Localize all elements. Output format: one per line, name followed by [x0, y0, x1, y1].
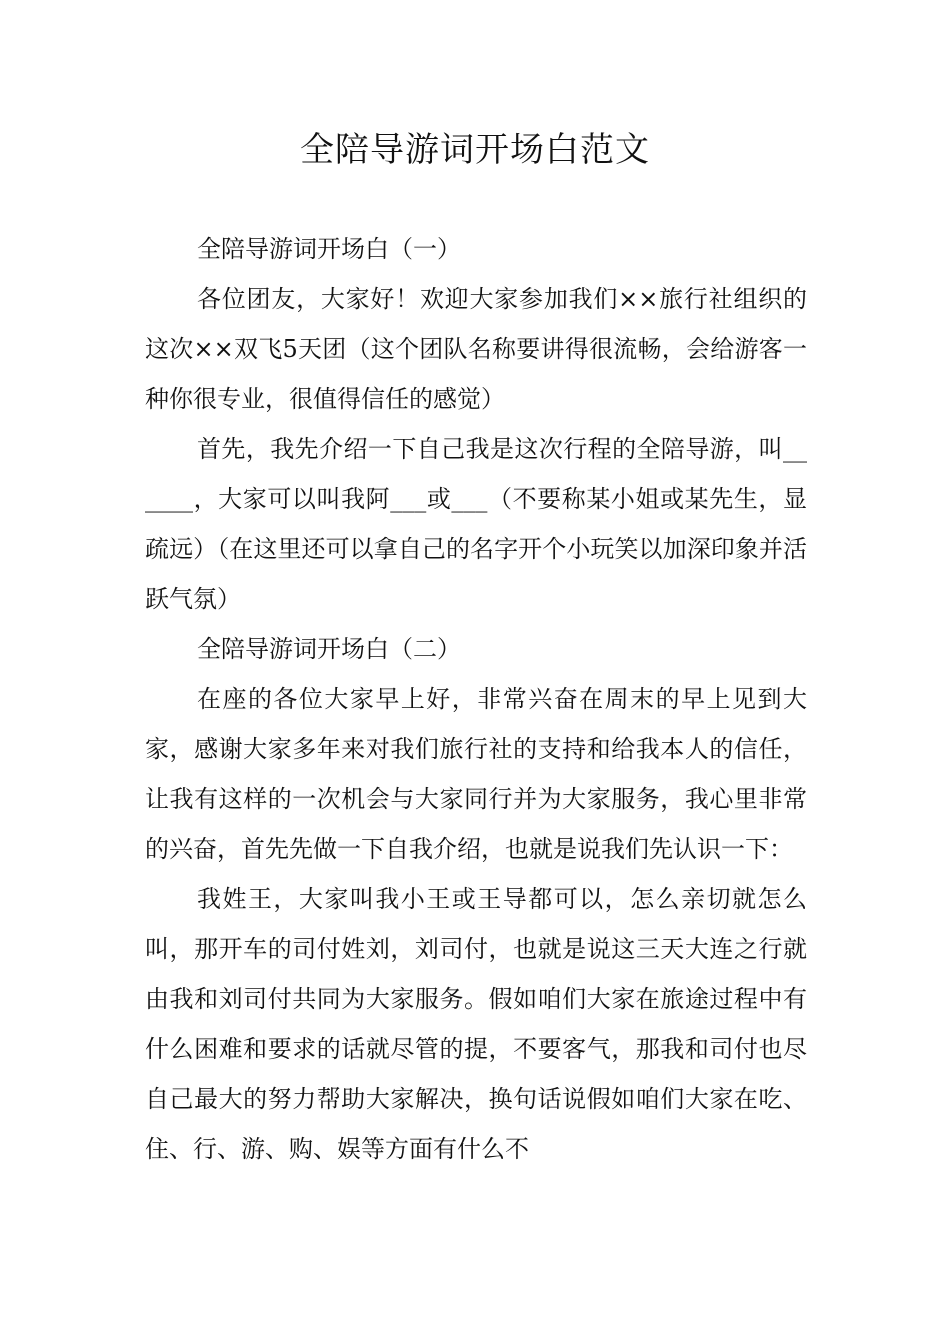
- document-title: 全陪导游词开场白范文: [300, 130, 650, 170]
- document-body: [145, 224, 807, 1174]
- paragraph: 在座的各位大家早上好，非常兴奋在周末的早上见到大家，感谢大家多年来对我们旅行社的支持和给我本人的信任，让我有这样的一次机会与大家同行并为大家服务，我心里非常的兴奋，首先先做一下自我介绍，也就是说我们先认识一下：: [145, 685, 807, 863]
- section-heading-1: 全陪导游词开场白（一）: [197, 235, 461, 263]
- paragraph: 首先，我先介绍一下自己我是这次行程的全陪导游，叫______，大家可以叫我阿___或___（不要称某小姐或某先生，显疏远）（在这里还可以拿自己的名字开个小玩笑以加深印象并活跃气氛）: [145, 435, 807, 613]
- section-heading-2: 全陪导游词开场白（二）: [197, 635, 461, 663]
- paragraph: 我姓王，大家叫我小王或王导都可以，怎么亲切就怎么叫，那开车的司付姓刘，刘司付，也就是说这三天大连之行就由我和刘司付共同为大家服务。假如咱们大家在旅途过程中有什么困难和要求的话就尽管的提，不要客气，那我和司付也尽自己最大的努力帮助大家解决，换句话说假如咱们大家在吃、住、行、游、购、娱等方面有什么不: [145, 885, 807, 1163]
- paragraph: 各位团友，大家好！欢迎大家参加我们××旅行社组织的这次××双飞5天团（这个团队名称要讲得很流畅，会给游客一种你很专业，很值得信任的感觉）: [145, 285, 807, 413]
